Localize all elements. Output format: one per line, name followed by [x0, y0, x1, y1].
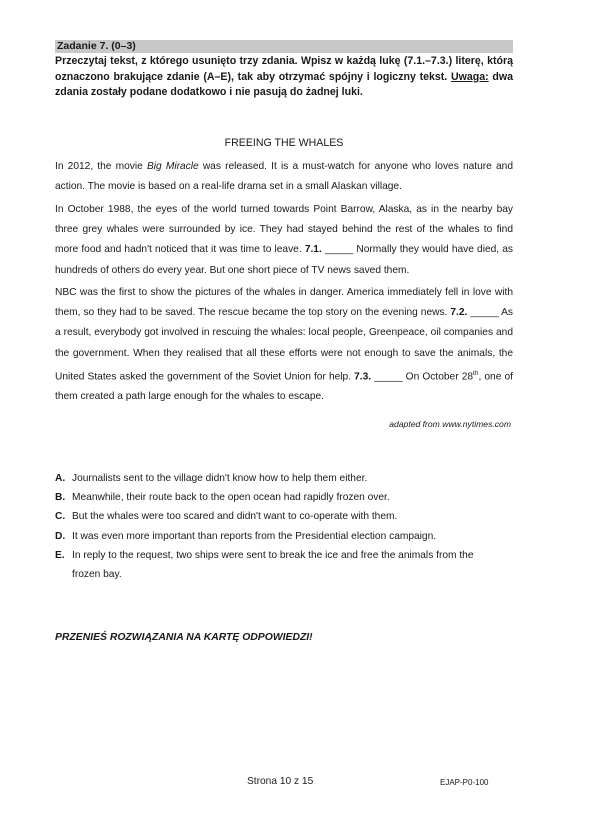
- note-text: dwa zdania zostały podane dodatkowo i nie pasują do żadnej luki.: [55, 70, 514, 98]
- article-paragraph-2: [55, 200, 513, 281]
- gap-7-2-blank: _____: [467, 307, 502, 319]
- p3-text-middle: As a result, everybody got involved in rescuing the whales: local people, Greenpeace, oil companies and the government. When they realised that all these efforts were not enough to save the animals, the United States asked the government of the Soviet Union for help.: [55, 307, 513, 383]
- option-b: [55, 488, 513, 507]
- gap-7-1-label: 7.1.: [304, 244, 322, 256]
- option-letter: E.: [55, 549, 65, 561]
- gap-7-1-blank: _____: [321, 244, 357, 256]
- option-letter: A.: [55, 473, 66, 484]
- exam-code: EJAP-P0-100: [440, 778, 489, 787]
- p2-text-end: Normally they would have died, as hundreds of others do every year. But one short piece of TV news saved them.: [55, 244, 514, 276]
- task-instructions: [55, 54, 513, 101]
- option-text: Meanwhile, their route back to the open ocean had rapidly frozen over.: [72, 492, 390, 504]
- option-letter: C.: [55, 511, 66, 523]
- page-number: Strona 10 z 15: [247, 776, 314, 787]
- option-text: Journalists sent to the village didn't know how to help them either.: [72, 473, 368, 484]
- gap-7-2-label: 7.2.: [450, 307, 468, 319]
- option-text: In reply to the request, two ships were sent to break the ice and free the animals from the frozen bay.: [72, 549, 474, 581]
- p2-text-start: In October 1988, the eyes of the world turned towards Point Barrow, Alaska, as in the nearby bay three grey whales were surrounded by ice. They had stayed behind the rest of the whales to find more food and hadn't noticed that it was time to leave.: [55, 204, 513, 256]
- p3-text-end: , one of them created a path large enough for the whales to escape.: [55, 371, 513, 403]
- instructions-text: Przeczytaj tekst, z którego usunięto trzy zdania. Wpisz w każdą lukę (7.1.–7.3.) literę, którą oznaczono brakujące zdanie (A–E), tak aby otrzymać spójny i logiczny tekst.: [55, 55, 513, 83]
- p3-date: On October 28: [405, 371, 474, 383]
- p1-text-start: In 2012, the movie: [55, 161, 147, 172]
- note-label: Uwaga:: [450, 70, 489, 83]
- task-header: Zadanie 7. (0–3): [57, 40, 136, 52]
- answer-options-list: [55, 469, 513, 584]
- option-c: [55, 507, 513, 526]
- transfer-answers-note: PRZENIEŚ ROZWIĄZANIA NA KARTĘ ODPOWIEDZI!: [55, 632, 313, 643]
- article-paragraph-3: [55, 283, 513, 408]
- option-letter: D.: [55, 530, 66, 542]
- option-text: It was even more important than reports from the Presidential election campaign.: [72, 530, 437, 542]
- p3-date-suffix: th: [473, 369, 479, 377]
- option-letter: B.: [55, 492, 66, 504]
- movie-title: Big Miracle: [146, 161, 199, 172]
- task-header-bar: [55, 40, 513, 53]
- option-a: [55, 469, 513, 488]
- option-e: [55, 546, 513, 584]
- p1-text-end: was released. It is a must-watch for anyone who loves nature and action. The movie is based on a real-life drama set in a small Alaskan village.: [55, 161, 513, 193]
- option-d: [55, 527, 513, 546]
- gap-7-3-label: 7.3.: [354, 371, 372, 383]
- p3-text-start: NBC was the first to show the pictures of the whales in danger. America immediately fell in love with them, so they had to be saved. The rescue became the top story on the evening news.: [55, 287, 513, 319]
- article-source: adapted from www.nytimes.com: [389, 419, 511, 429]
- article-paragraph-1: [55, 157, 513, 197]
- article-title: FREEING THE WHALES: [224, 137, 344, 149]
- gap-7-3-blank: _____: [371, 371, 406, 383]
- option-text: But the whales were too scared and didn't want to co-operate with them.: [72, 511, 398, 523]
